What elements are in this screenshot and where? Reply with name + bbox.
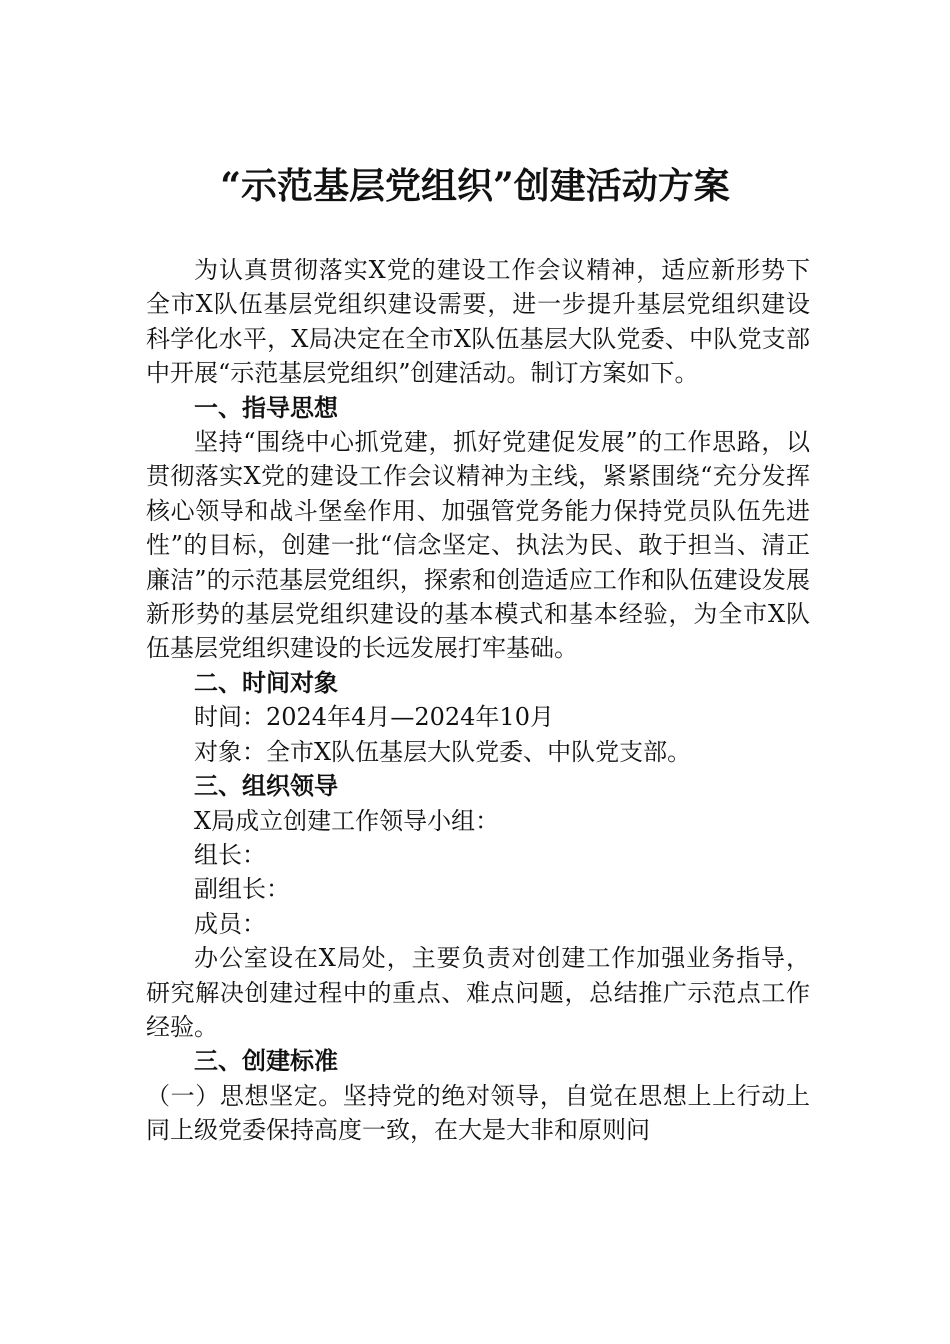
document-title: “示范基层党组织”创建活动方案 — [220, 165, 730, 207]
section-heading-time-object: 二、时间对象 — [194, 668, 338, 697]
leading-group-paragraph: X局成立创建工作领导小组： — [194, 806, 500, 835]
section-heading-standards: 三、创建标准 — [194, 1047, 338, 1076]
document-body — [146, 253, 810, 1148]
section-heading-organization: 三、组织领导 — [194, 772, 338, 801]
standard-one-paragraph: （一）思想坚定。坚持党的绝对领导，自觉在思想上上行动上同上级党委保持高度一致，在大是大非和原则问 — [146, 1081, 810, 1145]
section-heading-guiding-ideology: 一、指导思想 — [194, 393, 338, 422]
office-paragraph: 办公室设在X局处，主要负责对创建工作加强业务指导，研究解决创建过程中的重点、难点问题，总结推广示范点工作经验。 — [146, 944, 810, 1041]
members-paragraph: 成员： — [194, 909, 266, 938]
time-paragraph: 时间：2024年4月—2024年10月 — [194, 703, 554, 732]
guiding-ideology-paragraph: 坚持“围绕中心抓党建，抓好党建促发展”的工作思路，以贯彻落实X党的建设工作会议精神为主线，紧紧围绕“充分发挥核心领导和战斗堡垒作用、加强管党务能力保持党员队伍先进性”的目标，创建一批“信念坚定、执法为民、敢于担当、清正廉洁”的示范基层党组织，探索和创造适应工作和队伍建设发展新形势的基层党组织建设的基本模式和基本经验，为全市X队伍基层党组织建设的长远发展打牢基础。 — [146, 428, 810, 663]
object-paragraph: 对象：全市X队伍基层大队党委、中队党支部。 — [194, 737, 692, 766]
deputy-leader-paragraph: 副组长： — [194, 875, 290, 904]
intro-paragraph: 为认真贯彻落实X党的建设工作会议精神，适应新形势下全市X队伍基层党组织建设需要，进一步提升基层党组织建设科学化水平，X局决定在全市X队伍基层大队党委、中队党支部中开展“示范基层党组织”创建活动。制订方案如下。 — [146, 256, 810, 388]
group-leader-paragraph: 组长： — [194, 840, 266, 869]
